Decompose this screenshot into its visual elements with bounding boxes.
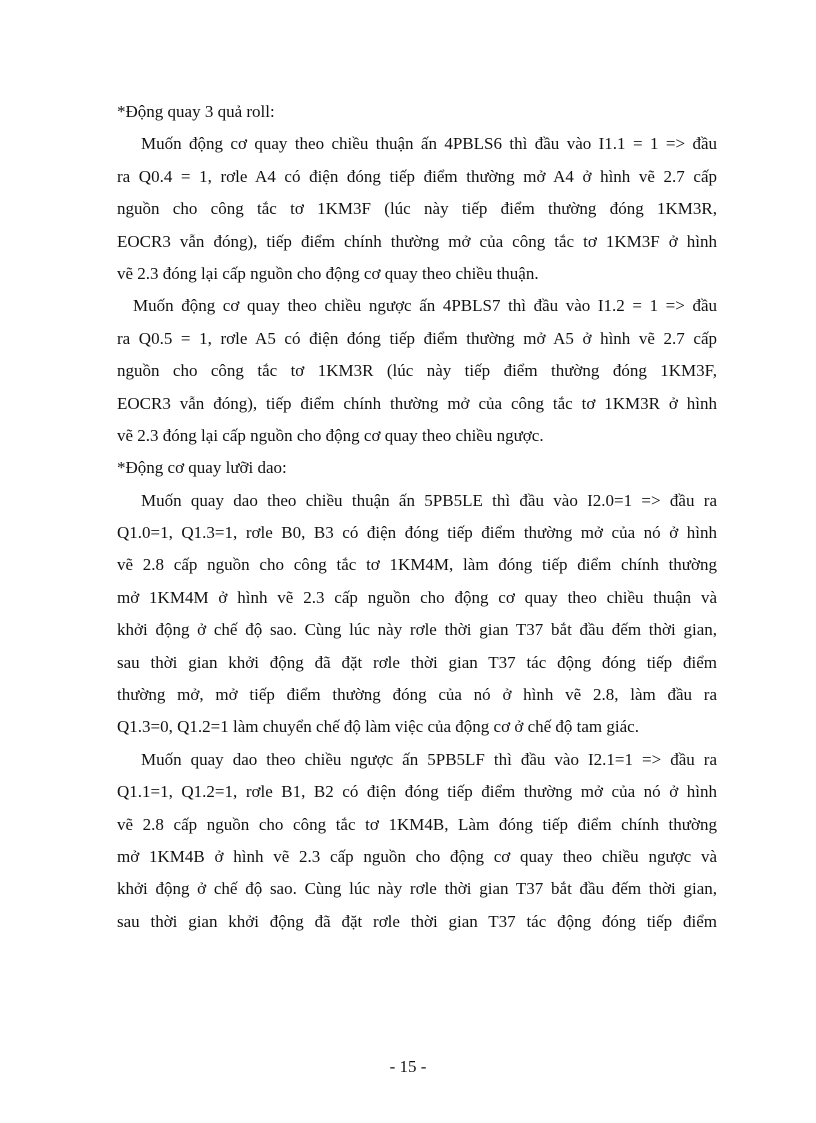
paragraph-line: vẽ 2.3 đóng lại cấp nguồn cho động cơ quay theo chiều thuận. (117, 263, 539, 283)
paragraph-line: nguồn cho công tắc tơ 1KM3R (lúc này tiếp điểm thường đóng 1KM3F, (117, 361, 717, 381)
paragraph-line: EOCR3 vẫn đóng), tiếp điểm chính thường mở của công tắc tơ 1KM3F ở hình (117, 231, 717, 251)
page-body (117, 96, 717, 938)
paragraph-line: vẽ 2.3 đóng lại cấp nguồn cho động cơ quay theo chiều ngược. (117, 425, 544, 445)
paragraph-line: vẽ 2.8 cấp nguồn cho công tắc tơ 1KM4B, Làm đóng tiếp điểm chính thường (117, 814, 717, 834)
paragraph-line: Muốn động cơ quay theo chiều thuận ấn 4PBLS6 thì đầu vào I1.1 = 1 => đầu (141, 134, 717, 154)
paragraph-line: Muốn quay dao theo chiều thuận ấn 5PB5LE thì đầu vào I2.0=1 => đầu ra (141, 490, 717, 510)
paragraph-line: Q1.3=0, Q1.2=1 làm chuyển chế độ làm việc của động cơ ở chế độ tam giác. (117, 717, 639, 737)
paragraph-line: mở 1KM4M ở hình vẽ 2.3 cấp nguồn cho động cơ quay theo chiều thuận và (117, 587, 717, 607)
section-heading-blade-motor: *Động cơ quay lưỡi dao: (117, 458, 287, 478)
paragraph-line: vẽ 2.8 cấp nguồn cho công tắc tơ 1KM4M, làm đóng tiếp điểm chính thường (117, 555, 717, 575)
paragraph-line: EOCR3 vẫn đóng), tiếp điểm chính thường mở của công tắc tơ 1KM3R ở hình (117, 393, 717, 413)
page-number: - 15 - (389, 1057, 427, 1076)
paragraph-line: sau thời gian khởi động đã đặt rơle thời gian T37 tác động đóng tiếp điểm (117, 911, 717, 931)
paragraph-line: thường mở, mở tiếp điểm thường đóng của nó ở hình vẽ 2.8, làm đầu ra (117, 685, 717, 705)
paragraph-line: sau thời gian khởi động đã đặt rơle thời gian T37 tác động đóng tiếp điểm (117, 652, 717, 672)
paragraph-line: ra Q0.5 = 1, rơle A5 có điện đóng tiếp điểm thường mở A5 ở hình vẽ 2.7 cấp (117, 328, 717, 348)
paragraph-line: nguồn cho công tắc tơ 1KM3F (lúc này tiếp điểm thường đóng 1KM3R, (117, 199, 717, 219)
paragraph-line: Muốn quay dao theo chiều ngược ấn 5PB5LF thì đầu vào I2.1=1 => đầu ra (141, 749, 717, 769)
paragraph-line: khởi động ở chế độ sao. Cùng lúc này rơle thời gian T37 bắt đầu đếm thời gian, (117, 620, 717, 640)
paragraph-line: Q1.1=1, Q1.2=1, rơle B1, B2 có điện đóng tiếp điểm thường mở của nó ở hình (117, 782, 717, 802)
paragraph-line: ra Q0.4 = 1, rơle A4 có điện đóng tiếp điểm thường mở A4 ở hình vẽ 2.7 cấp (117, 166, 717, 186)
paragraph-line: Q1.0=1, Q1.3=1, rơle B0, B3 có điện đóng tiếp điểm thường mở của nó ở hình (117, 523, 717, 543)
paragraph-line: mở 1KM4B ở hình vẽ 2.3 cấp nguồn cho động cơ quay theo chiều ngược và (117, 846, 717, 866)
paragraph-line: Muốn động cơ quay theo chiều ngược ấn 4PBLS7 thì đầu vào I1.2 = 1 => đầu (133, 296, 717, 316)
section-heading-roll-motor: *Động quay 3 quả roll: (117, 102, 275, 121)
paragraph-line: khởi động ở chế độ sao. Cùng lúc này rơle thời gian T37 bắt đầu đếm thời gian, (117, 879, 717, 899)
